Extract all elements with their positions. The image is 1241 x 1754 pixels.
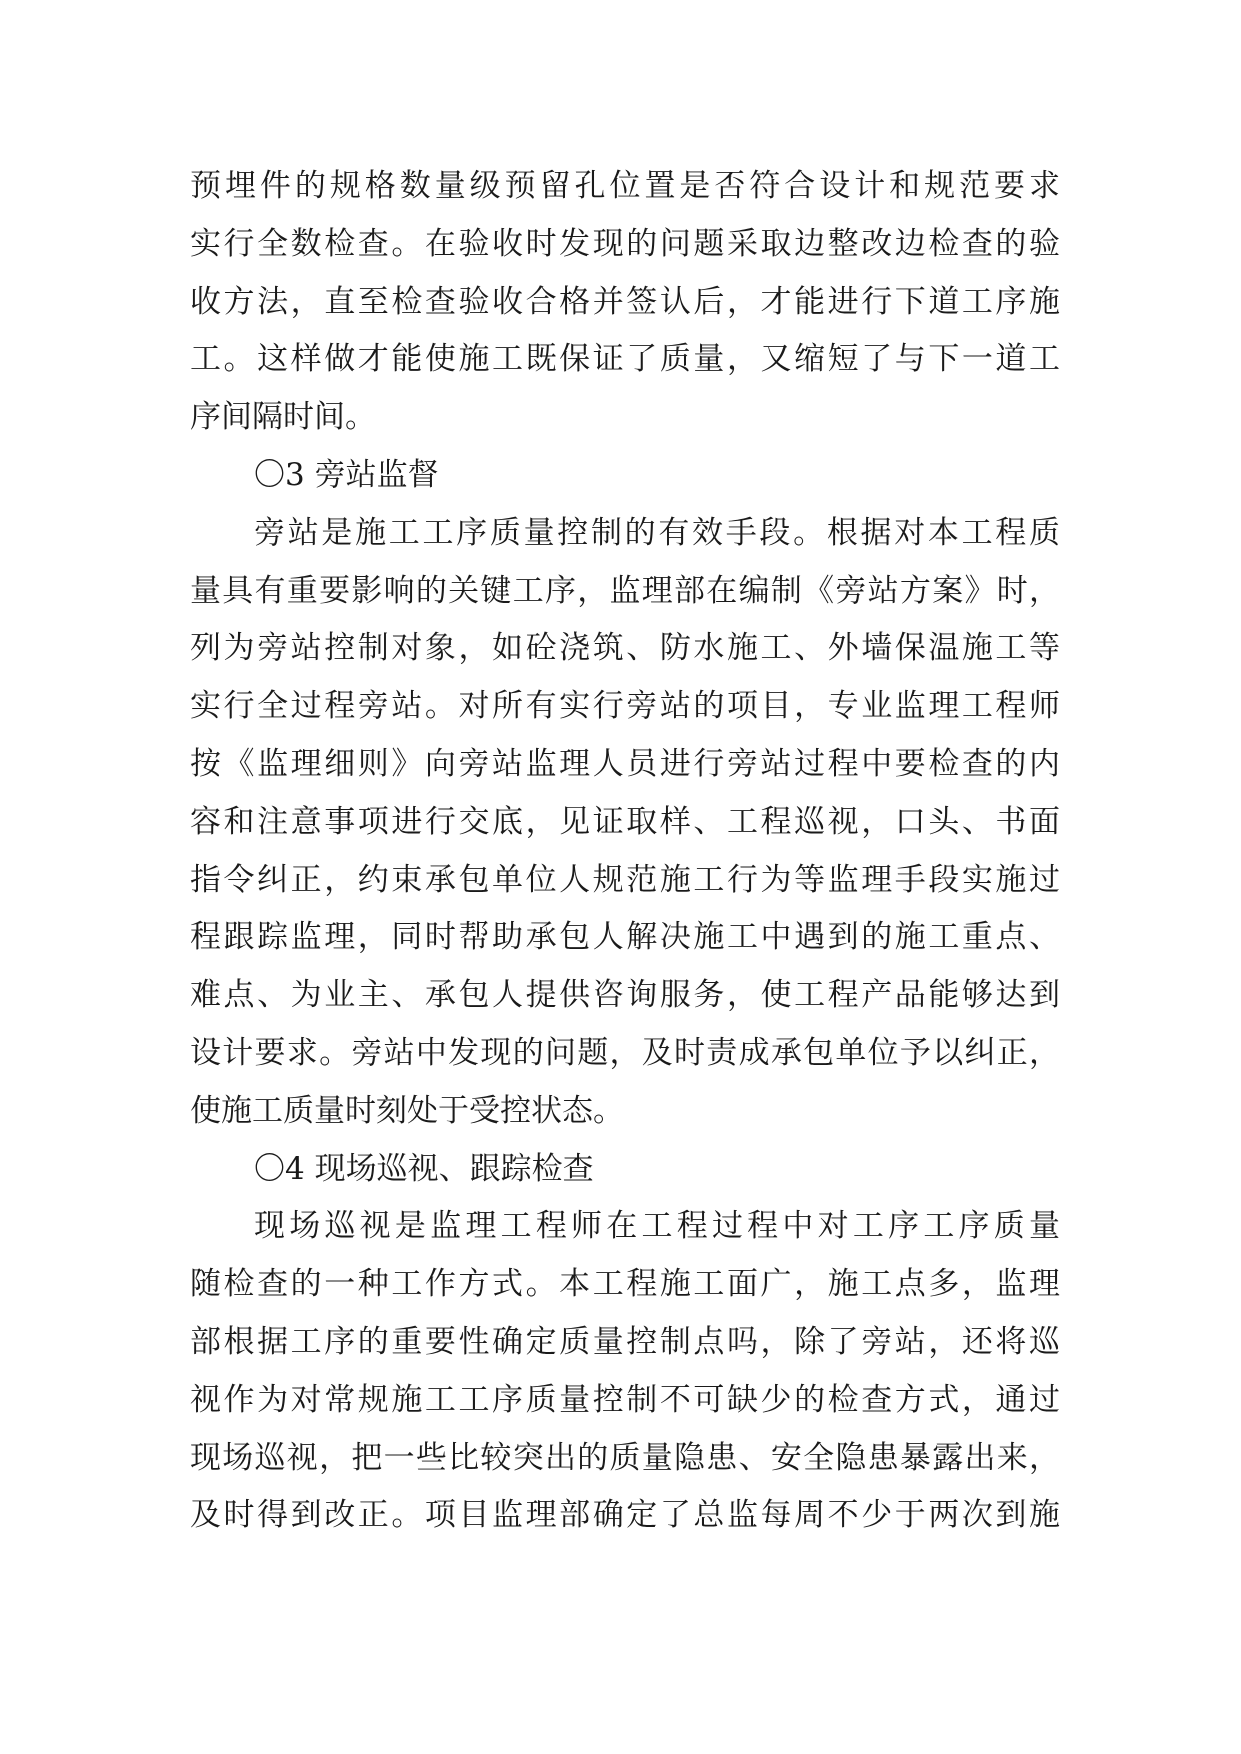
text-line: 部根据工序的重要性确定质量控制点吗，除了旁站，还将巡 — [190, 1323, 1060, 1360]
text-line: 预埋件的规格数量级预留孔位置是否符合设计和规范要求 — [190, 168, 1060, 204]
text-line: 按《监理细则》向旁站监理人员进行旁站过程中要检查的内 — [190, 745, 1060, 782]
text-line: 指令纠正，约束承包单位人规范施工行为等监理手段实施过 — [190, 861, 1060, 898]
text-line: 设计要求。旁站中发现的问题，及时责成承包单位予以纠正， — [190, 1034, 1060, 1071]
text-line: 视作为对常规施工工序质量控制不可缺少的检查方式，通过 — [190, 1381, 1060, 1418]
text-line: 使施工质量时刻处于受控状态。 — [190, 1092, 624, 1129]
text-line: 容和注意事项进行交底，见证取样、工程巡视，口头、书面 — [190, 803, 1060, 840]
paragraph-first-line: 旁站是施工工序质量控制的有效手段。根据对本工程质 — [254, 514, 1060, 551]
text-line: 程跟踪监理，同时帮助承包人解决施工中遇到的施工重点、 — [190, 919, 1060, 956]
text-line: 实行全过程旁站。对所有实行旁站的项目，专业监理工程师 — [190, 688, 1060, 725]
text-line: 工。这样做才能使施工既保证了质量，又缩短了与下一道工 — [190, 341, 1060, 378]
text-line: 难点、为业主、承包人提供咨询服务，使工程产品能够达到 — [190, 977, 1060, 1014]
section-heading: 〇4 现场巡视、跟踪检查 — [254, 1150, 594, 1187]
text-line: 及时得到改正。项目监理部确定了总监每周不少于两次到施 — [190, 1497, 1060, 1534]
text-line: 实行全数检查。在验收时发现的问题采取边整改边检查的验 — [190, 225, 1060, 262]
text-line: 现场巡视，把一些比较突出的质量隐患、安全隐患暴露出来， — [190, 1439, 1060, 1476]
body-text — [190, 158, 1060, 1545]
text-line: 随检查的一种工作方式。本工程施工面广，施工点多，监理 — [190, 1266, 1060, 1303]
section-heading: 〇3 旁站监督 — [254, 456, 439, 493]
text-line: 收方法，直至检查验收合格并签认后，才能进行下道工序施 — [190, 283, 1060, 320]
text-line: 序间隔时间。 — [190, 399, 376, 436]
text-line: 量具有重要影响的关键工序，监理部在编制《旁站方案》时， — [190, 572, 1060, 609]
paragraph-first-line: 现场巡视是监理工程师在工程过程中对工序工序质量 — [254, 1208, 1060, 1245]
text-line: 列为旁站控制对象，如砼浇筑、防水施工、外墙保温施工等 — [190, 630, 1060, 667]
